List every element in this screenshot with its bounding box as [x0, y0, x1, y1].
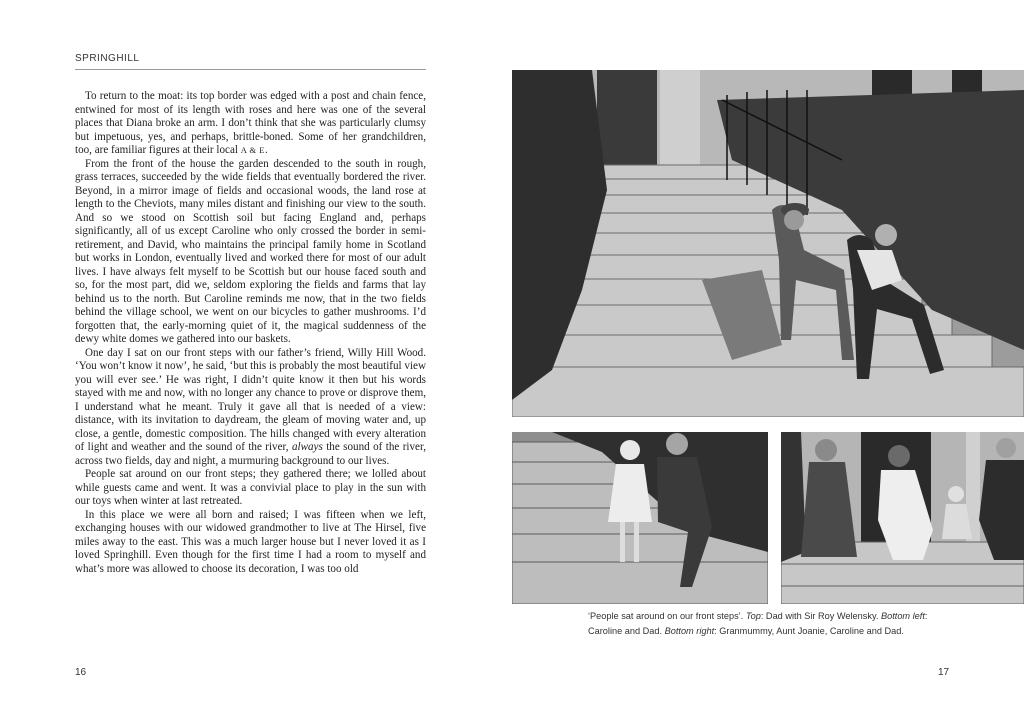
text-run: One day I sat on our front steps with our father’s friend, Willy Hill Wood. ‘You won’t know it now’, he said, ‘but this is probably the most beautiful view you will ever see.’ He was right, I didn’t quite know it then but his words stayed with me and now, with no longer any chance to prove or disprove them, I understand what he meant. Truly it gave all that is needed of a view: distance, with its invitation to daydream, the gleam of moving water and, up close, a gentle, domestic composition. The hills changed with every alteration of light and weather and the sound of the river,: [75, 346, 426, 453]
body-text: [75, 90, 426, 576]
body-paragraph: [75, 158, 426, 347]
text-run: : Granmummy, Aunt Joanie, Caroline and Dad.: [714, 626, 904, 636]
text-run: .: [264, 144, 268, 156]
photo-caption: [588, 609, 948, 639]
running-head: SPRINGHILL: [75, 53, 140, 64]
italic-run: Bottom right: [664, 626, 715, 636]
body-paragraph: [75, 90, 426, 158]
text-run: People sat around on our front steps; they gathered there; we lolled about while guests came and went. It was a convivial place to play in the sun with our toys when winter at last retreated.: [75, 468, 426, 507]
photo-steps-two-men: [512, 70, 1024, 417]
text-run: : Caroline and Dad.: [588, 611, 928, 636]
photo-family-group: [781, 432, 1024, 604]
header-rule: [75, 69, 426, 70]
body-paragraph: [75, 509, 426, 577]
text-run: the sound of the river, across two fields, day and night, a murmuring background to our lives.: [75, 441, 426, 467]
page-number-right: 17: [938, 667, 950, 678]
text-run: ‘People sat around on our front steps’.: [588, 611, 746, 621]
text-run: In this place we were all born and raised; I was fifteen when we left, exchanging houses with our widowed grandmother to live at The Hirsel, five miles away to the east. This was a much larger house but I never loved it as I loved Springhill. Even though for the first time I had a room to myself and what’s more was allowed to choose its decoration, I was too old: [75, 508, 426, 575]
italic-run: Top: [745, 611, 761, 621]
body-paragraph: [75, 468, 426, 509]
italic-run: always: [291, 441, 323, 453]
text-run: : Dad with Sir Roy Welensky.: [760, 611, 881, 621]
photo-caroline-and-dad: [512, 432, 768, 604]
italic-run: Bottom left: [880, 611, 925, 621]
page-number-left: 16: [75, 667, 87, 678]
text-run: To return to the moat: its top border was edged with a post and chain fence, entwined for most of its length with roses and here was one of the several places that Diana broke an arm. I don’t think that she was particularly clumsy but impetuous, yes, and perhaps, brittle-boned. Some of her grandchildren, too, are familiar figures at their local: [75, 90, 426, 156]
text-run: From the front of the house the garden descended to the south in rough, grass terraces, succeeded by the wide fields that eventually bordered the river. Beyond, in a mirror image of fields and occasional woods, the land rose at length to the Cheviots, many miles distant and finishing our view to the south. And so we stood on Scottish soil but facing England and, perhaps significantly, all of us except Caroline who only crossed the border in semi-retirement, and David, who maintains the principal family home in Scotland but works in London, eventually lived and worked there for most of our adult lives. I have always felt myself to be Scottish but our house faced south and so, for the most part, did we, seldom exploring the fields and farms that lay behind us to the north. But Caroline reminds me now, that in the two fields behind the village school, we went on our bicycles to gather mushrooms. I’d forgotten that, the early-morning quiet of it, the magical suddenness of the dewy white domes we gathered into our baskets.: [75, 157, 426, 345]
body-paragraph: [75, 347, 426, 469]
text-run: A & E: [240, 145, 265, 155]
